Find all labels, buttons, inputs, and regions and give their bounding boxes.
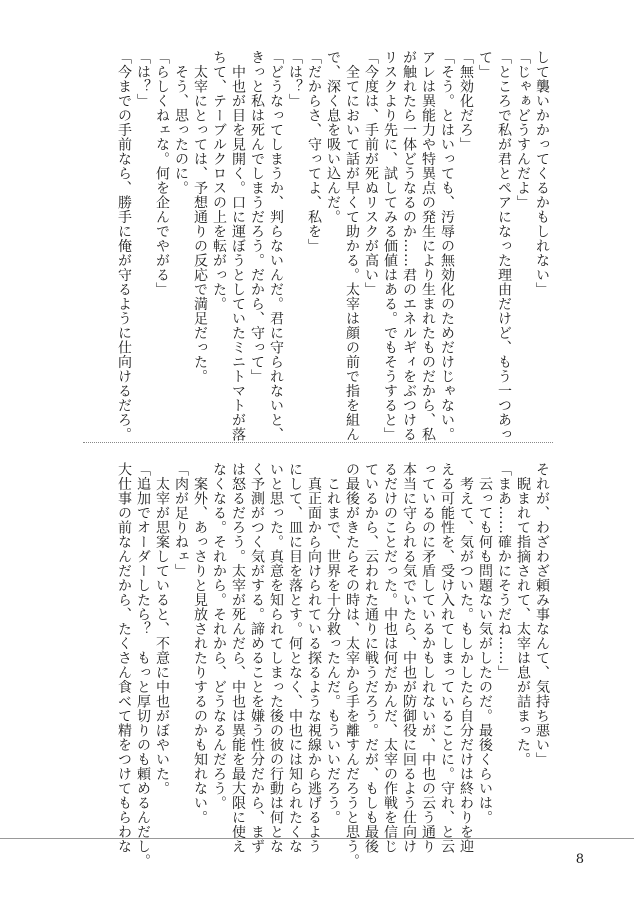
text-line: これまで、世界を十分救ったんだ。もういいだろう。	[325, 462, 341, 825]
text-line: く予測がつく気がする。諦めることを嫌う性分だから、まず	[249, 462, 265, 854]
text-line: なくなる。それから。それから、どうなるんだろう。	[211, 462, 227, 810]
text-line: 案外、あっさりと見放されたりするのかも知れない。	[192, 462, 208, 825]
text-line: 太宰が思案していると、不意に中也がぼやいた。	[154, 462, 170, 796]
section-divider	[83, 442, 553, 443]
text-line: 「今までの手前なら、勝手に俺が守るように仕向けるだろ。	[116, 50, 132, 442]
text-line: 「肉が足りねェ」	[173, 462, 189, 578]
footer-rule	[0, 838, 634, 839]
text-line: 太宰にとっては、予想通りの反応で満足だった。	[192, 50, 208, 384]
page-number: 8	[575, 852, 584, 867]
text-line: える可能性を、受け入れてしまっていることに。守れ、と云	[439, 462, 455, 854]
text-line: 「らしくねェな。何を企んでやがる」	[154, 50, 170, 297]
text-line: 真正面から向けられている探るような視線から逃げるよう	[306, 462, 322, 854]
text-line: 全てにおいて話が早くて助かる。太宰は顔の前で指を組ん	[344, 50, 360, 442]
text-line: 大仕事の前なんだから、たくさん食べて精をつけてもらわな	[116, 462, 132, 854]
text-line: 本当に守られる気でいたら、中也が防御役に回るよう仕向け	[401, 462, 417, 854]
text-line: は怒るだろう。太宰が死んだら、中也は異能を最大限に使え	[230, 462, 246, 854]
text-line: にして、皿に目を落とす。何となく、中也には知られたくな	[287, 462, 303, 854]
text-line: の最後がきたらその時は、太宰から手を離すんだろうと思う。	[344, 462, 360, 868]
text-line: 睨まれて指摘されて、太宰は息が詰まった。	[515, 462, 531, 767]
text-line: きっと私は死んでしまうだろう。だから、守って」	[249, 50, 265, 384]
text-line: そう、思ったのに。	[173, 50, 189, 195]
text-line: して襲いかかってくるかもしれない」	[534, 50, 550, 297]
text-line: て」	[477, 50, 493, 79]
text-line: 「どうなってしまうか、判らないんだ。君に守られないと、	[268, 50, 284, 442]
text-line: いと思った。真意を知られてしまった後の彼の行動は何とな	[268, 462, 284, 854]
text-line: 「だからさ、守ってよ、私を」	[306, 50, 322, 253]
text-line: 云っても何も問題ない気がしたのだ。最後くらいは。	[477, 462, 493, 825]
text-line: 「今度は、手前が死ぬリスクが高い」	[363, 50, 379, 297]
text-line: で、深く息を吸い込んだ。	[325, 50, 341, 224]
upper-text-block	[111, 50, 551, 442]
lower-text-block	[111, 462, 551, 868]
text-line: 「は？」	[135, 50, 151, 108]
text-line: るだけのことだった。中也は何だかんだ、太宰の作戦を信じ	[382, 462, 398, 854]
text-line: 考えて、気がついた。もしかしたら自分だけは終わりを迎	[458, 462, 474, 854]
text-line: それが、わざわざ頼み事なんて、気持ち悪い」	[534, 462, 550, 767]
text-line: 「は？」	[287, 50, 303, 108]
text-line: リスクより先に、試してみる価値はある。でもそうすると」	[382, 50, 398, 442]
text-line: 「じゃぁどうすんだよ」	[515, 50, 531, 210]
text-line: ているから、云われた通りに戦うだろう。だが、もしも最後	[363, 462, 379, 854]
text-line: 「追加でオーダーしたら？ もっと厚切りのも頼めるんだし。	[135, 462, 151, 868]
text-line: っているのに矛盾しているかもしれないが、中也の云う通り	[420, 462, 436, 854]
text-line: 「まあ……確かにそうだね……」	[496, 462, 512, 680]
text-line: 「そう。とはいっても、汚辱の無効化のためだけじゃない。	[439, 50, 455, 442]
text-line: が触れたら一体どうなるのか……君のエネルギィをぶつける	[401, 50, 417, 442]
text-line: ちて、テーブルクロスの上を転がった。	[211, 50, 227, 311]
text-line: アレは異能力や特異点の発生により生まれたものだから、私	[420, 50, 436, 442]
text-line: 「無効化だろ」	[458, 50, 474, 152]
text-line: 「ところで私が君とペアになった理由だけど、もう一つあっ	[496, 50, 512, 442]
text-line: 中也が目を見開く。口に運ぼうとしていたミニトマトが落	[230, 50, 246, 442]
